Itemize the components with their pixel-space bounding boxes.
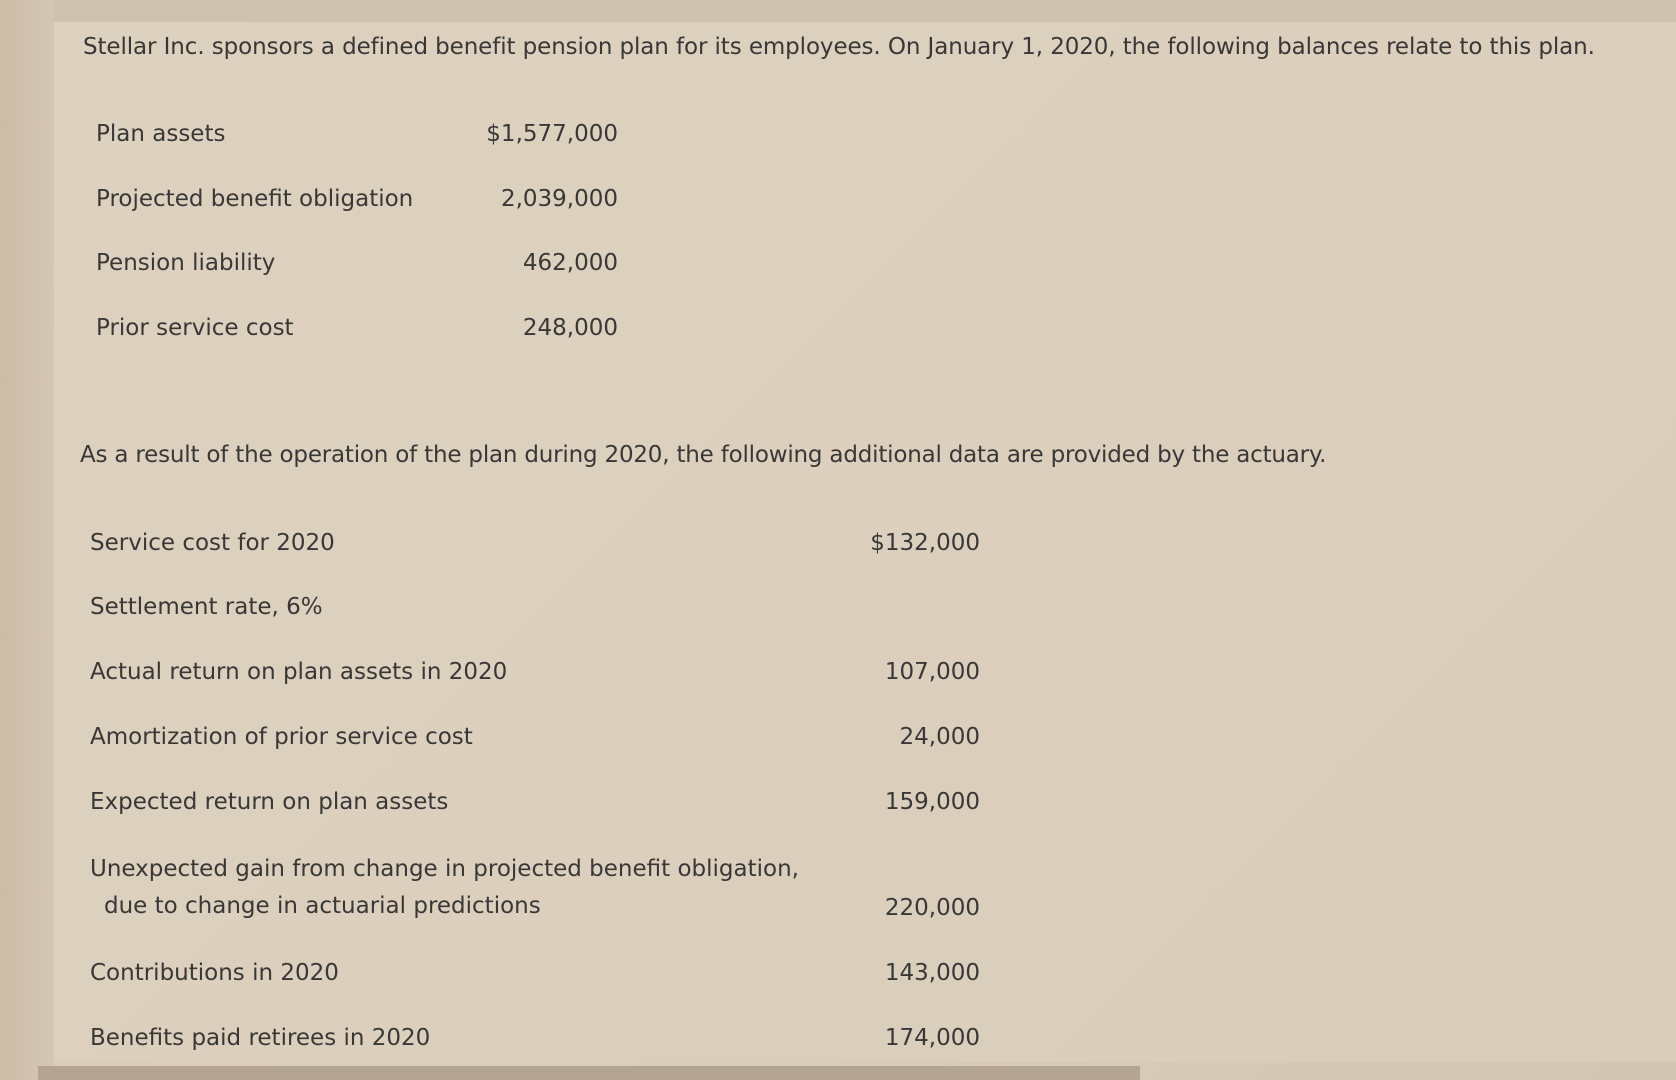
balance-value: 248,000	[522, 315, 618, 341]
additional-data-label: Actual return on plan assets in 2020	[90, 659, 508, 685]
additional-data-label: Expected return on plan assets	[90, 789, 449, 815]
balance-label: Prior service cost	[96, 315, 294, 341]
additional-data-value: 107,000	[884, 659, 980, 685]
intro-paragraph: Stellar Inc. sponsors a defined benefit pension plan for its employees. On January 1, 2020, the following balances relate to this plan.	[83, 34, 1595, 60]
balance-value: 2,039,000	[500, 186, 618, 212]
additional-data-value: 159,000	[884, 789, 980, 815]
balance-value: 462,000	[522, 250, 618, 276]
additional-data-label-line: due to change in actuarial predictions	[104, 893, 541, 919]
additional-data-label	[90, 851, 799, 925]
additional-data-paragraph: As a result of the operation of the plan during 2020, the following additional data are provided by the actuary.	[80, 442, 1327, 468]
additional-data-value: 220,000	[884, 895, 980, 921]
additional-data-label: Amortization of prior service cost	[90, 724, 473, 750]
balance-label: Projected benefit obligation	[96, 186, 414, 212]
background-top-band	[0, 0, 1676, 22]
horizontal-scrollbar[interactable]	[38, 1066, 1140, 1080]
balance-label: Pension liability	[96, 250, 276, 276]
additional-data-value: $132,000	[870, 530, 980, 556]
additional-data-label-line: Unexpected gain from change in projected benefit obligation,	[90, 856, 799, 882]
additional-data-label: Settlement rate, 6%	[90, 594, 323, 620]
additional-data-value: 24,000	[899, 724, 980, 750]
additional-data-value: 143,000	[884, 960, 980, 986]
additional-data-label: Contributions in 2020	[90, 960, 339, 986]
additional-data-label: Service cost for 2020	[90, 530, 335, 556]
balance-value: $1,577,000	[486, 121, 618, 147]
background-left-band	[0, 0, 54, 1080]
balance-label: Plan assets	[96, 121, 226, 147]
additional-data-value: 174,000	[884, 1025, 980, 1051]
additional-data-label: Benefits paid retirees in 2020	[90, 1025, 431, 1051]
